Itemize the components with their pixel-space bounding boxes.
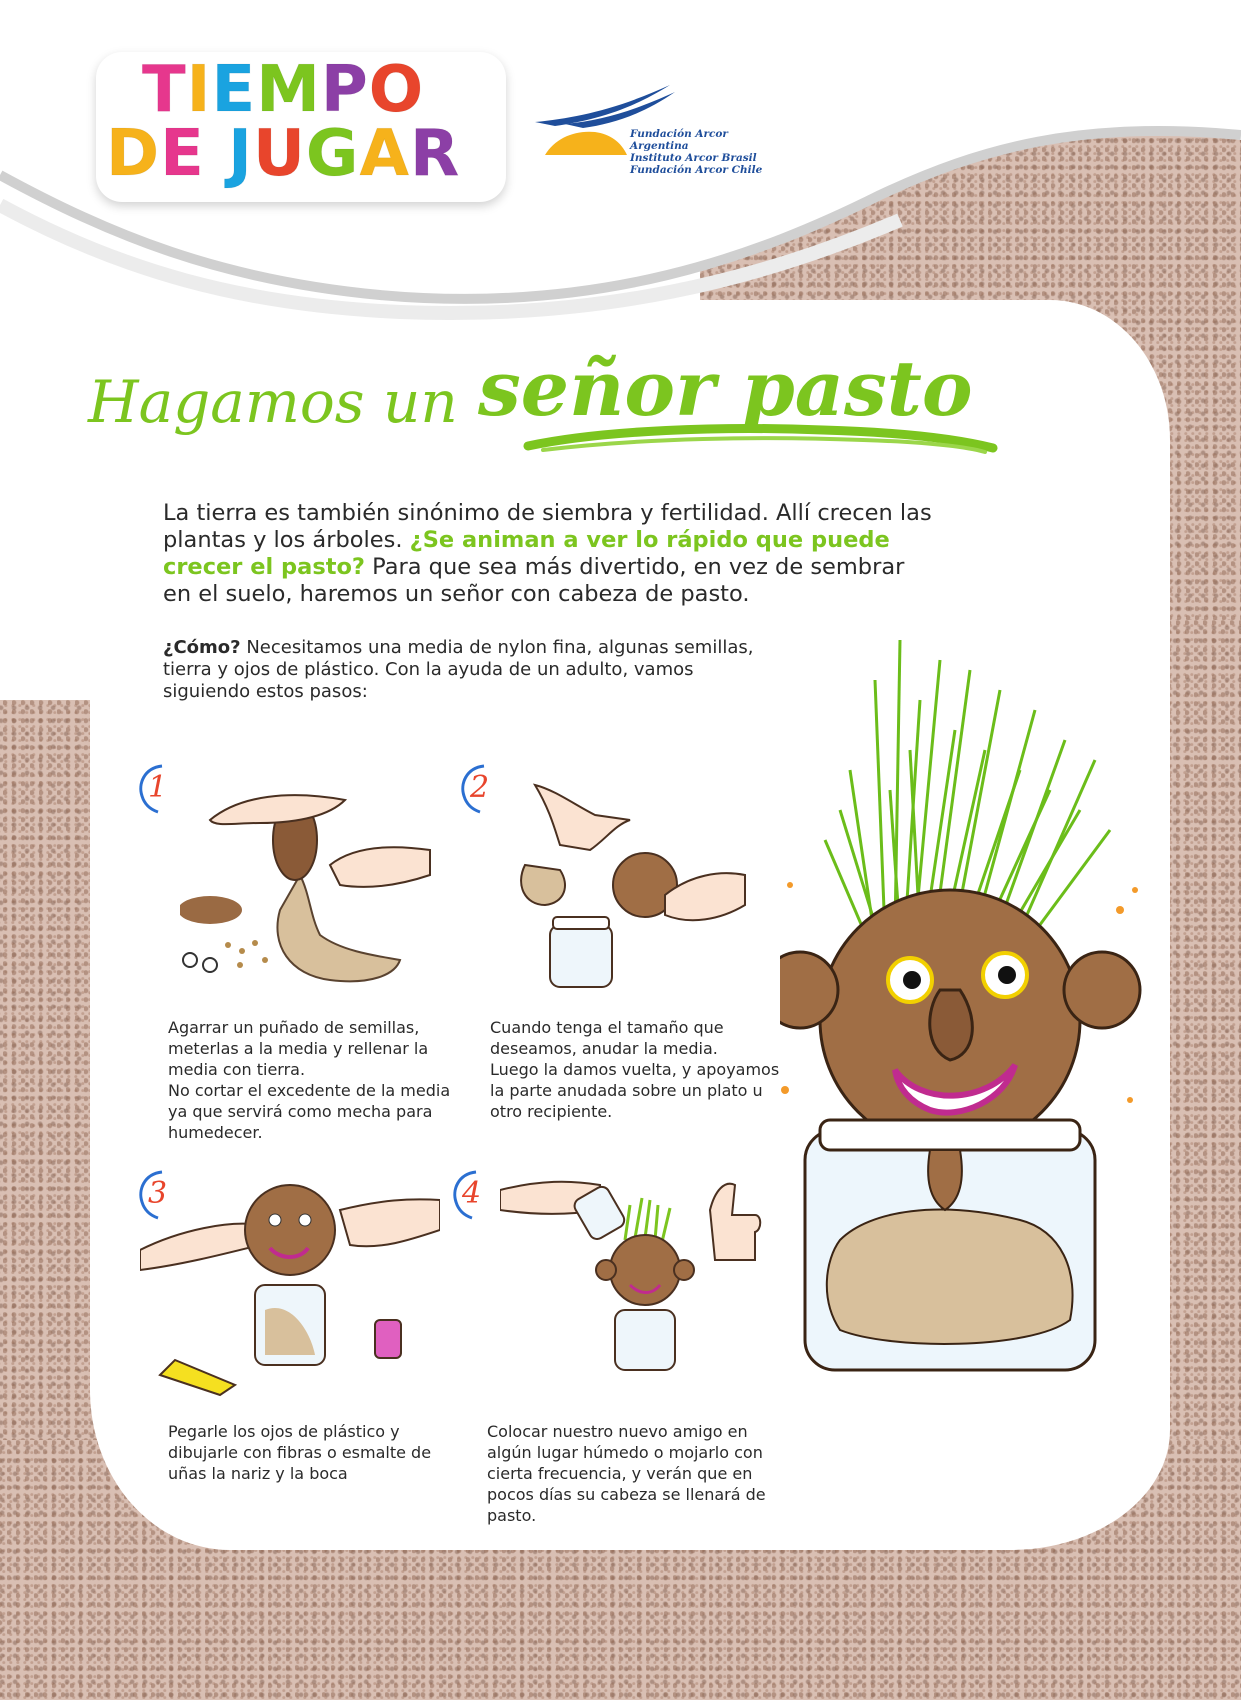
como-label: ¿Cómo? xyxy=(163,637,241,658)
logo-letter: J xyxy=(228,117,253,191)
fundacion-arcor-logo xyxy=(535,80,765,176)
intro-paragraph xyxy=(163,500,933,608)
logo-letter: E xyxy=(160,117,205,191)
hands-stuffing-stocking-icon xyxy=(180,775,440,985)
step-4-digit: 4 xyxy=(462,1176,482,1211)
title-part-2: señor pasto xyxy=(478,344,973,433)
step-3-text: Pegarle los ojos de plástico y dibujarle con fibras o esmalte de uñas la nariz y la boca xyxy=(168,1422,432,1483)
logo-letter: P xyxy=(320,53,369,127)
logo-letter: U xyxy=(252,117,306,191)
logo-letter: G xyxy=(305,117,360,191)
logo-letter: R xyxy=(409,117,461,191)
step-2-text: Cuando tenga el tamaño que deseamos, anudar la media. Luego la damos vuelta, y apoyamos la parte anudada sobre un plato u otro recipiente. xyxy=(490,1018,780,1121)
step-1-number xyxy=(136,762,176,814)
intro-highlight: ¿Se animan a ver lo rápido que puede crecer el pasto? xyxy=(163,527,890,580)
como-text: Necesitamos una media de nylon fina, algunas semillas, tierra y ojos de plástico. Con la ayuda de un adulto, vamos siguiendo estos pasos: xyxy=(163,637,754,702)
logo-letter: I xyxy=(186,53,212,127)
step-3-digit: 3 xyxy=(148,1176,168,1211)
intro-text-1: La tierra es también sinónimo de siembra y fertilidad. Allí crecen las plantas y los árboles. xyxy=(163,500,932,553)
hands-tying-stocking-icon xyxy=(515,775,755,995)
logo-letter: A xyxy=(359,117,410,191)
logo-letter: E xyxy=(211,53,257,127)
logo-line-2 xyxy=(106,117,461,191)
foundation-line-3: Fundación Arcor Chile xyxy=(630,164,763,176)
logo-letter: T xyxy=(142,53,187,127)
grass-head-character-icon xyxy=(780,640,1180,1380)
step-1-text: Agarrar un puñado de semillas, meterlas a la media y rellenar la media con tierra. No cortar el excedente de la media ya que servirá como mecha para humedecer. xyxy=(168,1018,451,1142)
logo-letter: D xyxy=(106,117,161,191)
step-1-digit: 1 xyxy=(148,770,168,805)
brush-underline xyxy=(523,420,1003,456)
logo-letter xyxy=(205,117,228,191)
logo-letter: M xyxy=(256,53,321,127)
foundation-line-1: Fundación Arcor Argentina xyxy=(630,128,728,152)
step-4-number xyxy=(450,1168,490,1220)
hands-decorating-face-icon xyxy=(140,1170,440,1410)
how-to-paragraph xyxy=(163,637,763,703)
step-2-number xyxy=(458,762,498,814)
title-part-1: Hagamos un xyxy=(88,368,458,436)
foundation-line-2: Instituto Arcor Brasil xyxy=(630,152,757,164)
tiempo-de-jugar-logo xyxy=(96,52,506,202)
logo-line-1 xyxy=(142,53,425,127)
intro-text-2: Para que sea más divertido, en vez de sembrar en el suelo, haremos un señor con cabeza de pasto. xyxy=(163,554,905,607)
logo-letter: O xyxy=(368,53,425,127)
step-2-digit: 2 xyxy=(470,770,490,805)
page-title xyxy=(88,330,1108,470)
step-4-text: Colocar nuestro nuevo amigo en algún lugar húmedo o mojarlo con cierta frecuencia, y verán que en pocos días su cabeza se llenará de pasto. xyxy=(487,1422,766,1525)
hands-watering-grass-icon xyxy=(500,1170,800,1410)
